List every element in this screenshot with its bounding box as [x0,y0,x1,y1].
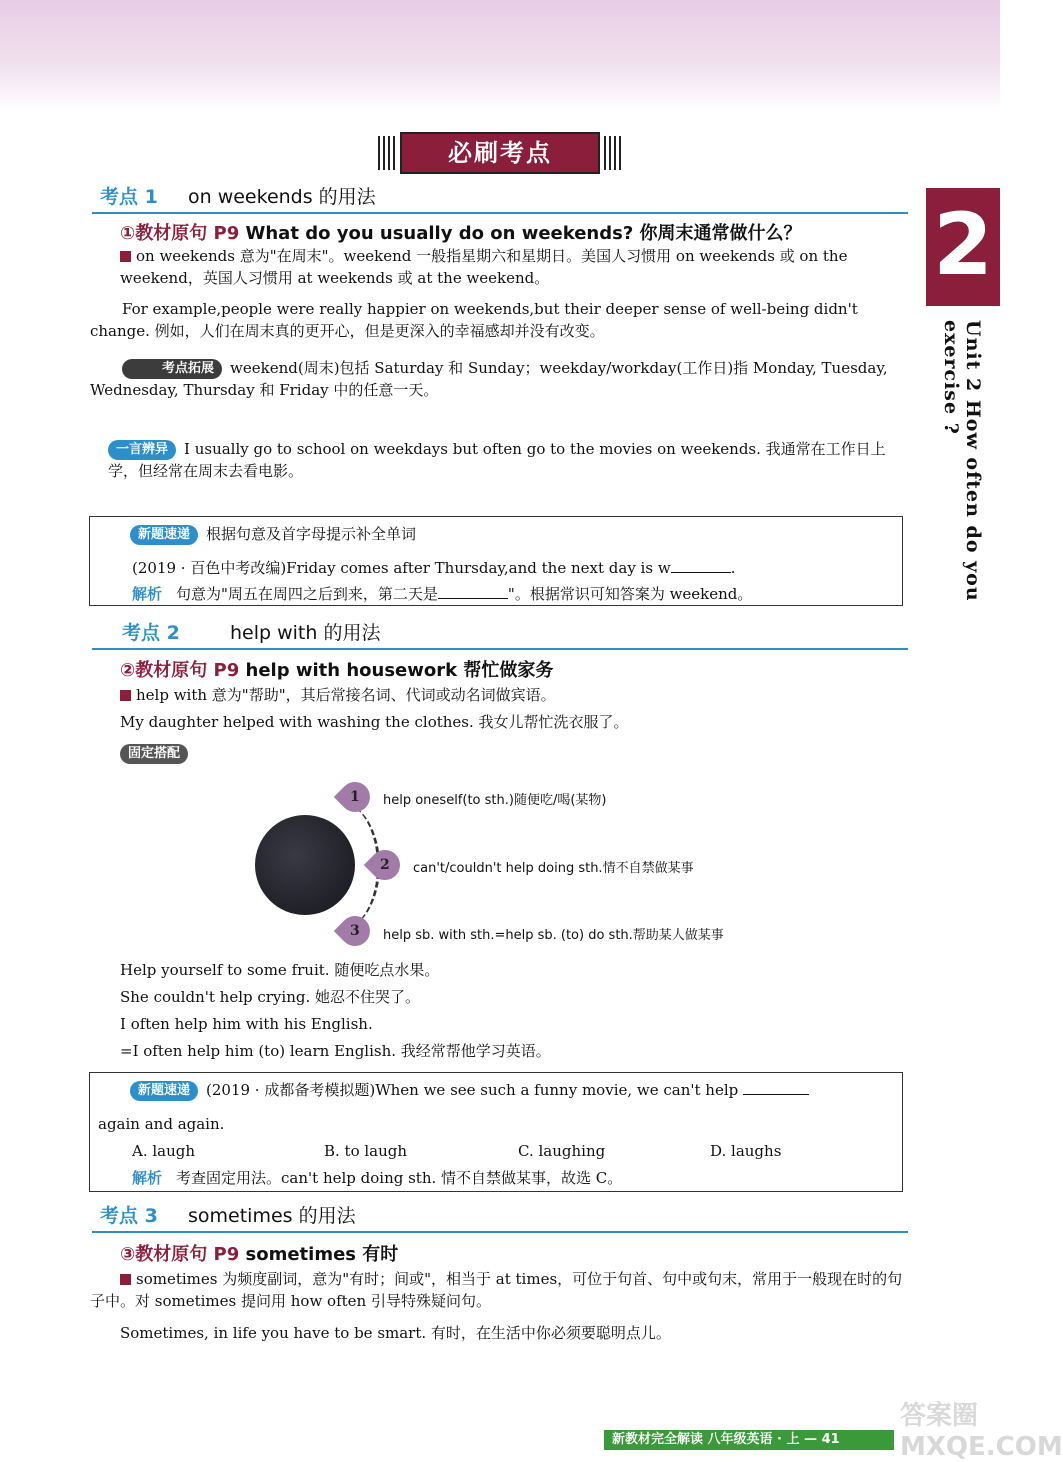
section-2-tag: 考点 2 [122,622,180,644]
section-3-source: ③教材原句 P9 sometimes 有时 [120,1244,399,1265]
difference-label: 一言辨异 [108,440,176,460]
section-1-source [120,219,802,245]
section-1-para-2: For example,people were really happier on weekends,but their deeper sense of well-being didn't change. 例如，人们在周末真的更开心，但是更深入的幸福感却并没有改变。 [90,300,858,340]
fixed-collocation-label: 固定搭配 [120,742,196,764]
option-d: D. laughs [710,1142,782,1160]
extension-label: 考点拓展 [122,359,222,379]
example-3: I often help him with his English. [120,1015,373,1033]
option-a: A. laugh [132,1142,196,1160]
banner-bars-left [378,136,398,170]
section-1-title: on weekends 的用法 [188,186,376,208]
box-1-analysis: 解析 句意为"周五在周四之后到来，第二天是 "。根据常识可知答案为 weekend。 [132,585,753,603]
new-question-box-1 [89,516,903,606]
section-3-title: sometimes 的用法 [188,1205,356,1227]
bullet-square-icon [120,251,131,262]
example-2: She couldn't help crying. 她忍不住哭了。 [120,988,421,1006]
bullet-square-icon [120,690,131,701]
unit-number: 2 [933,195,993,295]
analysis-blank [438,584,508,599]
bullet-square-icon [120,1274,131,1285]
top-color-band [0,0,1000,110]
section-1-header [92,184,908,214]
section-3-para-2: Sometimes, in life you have to be smart. 有时，在生活中你必须要聪明点儿。 [120,1324,671,1342]
option-c: C. laughing [518,1142,606,1160]
new-question-box-2 [89,1072,903,1192]
diagram-bubble-2: 2 [364,844,406,886]
box-2-question: 新题速递 (2019 · 成都备考模拟题)When we see such a funny movie, we can't help [130,1079,890,1101]
box-1-question: (2019 · 百色中考改编)Friday comes after Thursday,and the next day is w . [132,559,736,577]
section-1-tag: 考点 1 [100,186,158,208]
source-text: What do you usually do on weekends? 你周末通常做什么？ [245,223,802,244]
diagram-item-3: help sb. with sth.=help sb. (to) do sth.帮助某人做某事 [383,928,724,943]
banner-title: 必刷考点 [400,132,600,174]
diagram-bubble-1: 1 [334,776,376,818]
diagram-item-2: can't/couldn't help doing sth.情不自禁做某事 [413,861,694,876]
section-banner [378,132,624,174]
section-3-tag: 考点 3 [100,1205,158,1227]
example-4: =I often help him (to) learn English. 我经常帮他学习英语。 [120,1042,551,1060]
source-ref: ①教材原句 P9 [120,223,240,244]
section-2-source: ②教材原句 P9 help with housework 帮忙做家务 [120,660,554,681]
new-question-label: 新题速递 [130,1081,198,1101]
analysis-label: 解析 [132,585,163,603]
section-1-difference: 一言辨异 I usually go to school on weekdays but often go to the movies on weekends. 我通常在工作日上学，但经常在周末去看电影。 [108,440,886,480]
box-2-question-cont: again and again. [98,1115,225,1133]
page-footer: 新教材完全解读 八年级英语 · 上 — 41 [604,1430,894,1450]
section-2-para-1: help with 意为"帮助"，其后常接名词、代词或动名词做宾语。 [120,684,910,706]
example-1: Help yourself to some fruit. 随便吃点水果。 [120,961,440,979]
box-1-header: 新题速递 根据句意及首字母提示补全单词 [130,523,416,545]
diagram-item-1: help oneself(to sth.)随便吃/喝(某物) [383,793,607,808]
diagram-bubble-3: 3 [334,910,376,952]
box-2-analysis: 解析 考查固定用法。can't help doing sth. 情不自禁做某事，故选 C。 [132,1169,623,1187]
analysis-label: 解析 [132,1169,163,1187]
section-2-para-2: My daughter helped with washing the clothes. 我女儿帮忙洗衣服了。 [120,713,629,731]
unit-title: Unit 2 How often do you exercise ? [940,320,984,602]
watermark: 答案圈 MXQE.COM [900,1401,1063,1462]
section-1-extension: 考点拓展 weekend(周末)包括 Saturday 和 Sunday；weekday/workday(工作日)指 Monday, Tuesday, Wednesday, Thursday 和 Friday 中的任意一天。 [90,359,888,399]
section-2-header [92,620,908,650]
answer-blank[interactable] [743,1080,809,1095]
banner-bars-right [604,136,624,170]
option-b: B. to laugh [324,1142,408,1160]
section-3-header [92,1203,908,1233]
new-question-label: 新题速递 [130,525,198,545]
section-2-title: help with 的用法 [230,622,381,644]
answer-blank[interactable] [671,558,731,573]
section-3-para-1: sometimes 为频度副词，意为"有时；间或"，相当于 at times，可位于句首、句中或句末，常用于一般现在时的句子中。对 sometimes 提问用 how often 引导特殊疑问句。 [90,1270,903,1310]
section-1-para-1: on weekends 意为"在周末"。weekend 一般指星期六和星期日。美国人习惯用 on weekends 或 on the weekend，英国人习惯用 at weekends 或 at the weekend。 [120,247,848,287]
